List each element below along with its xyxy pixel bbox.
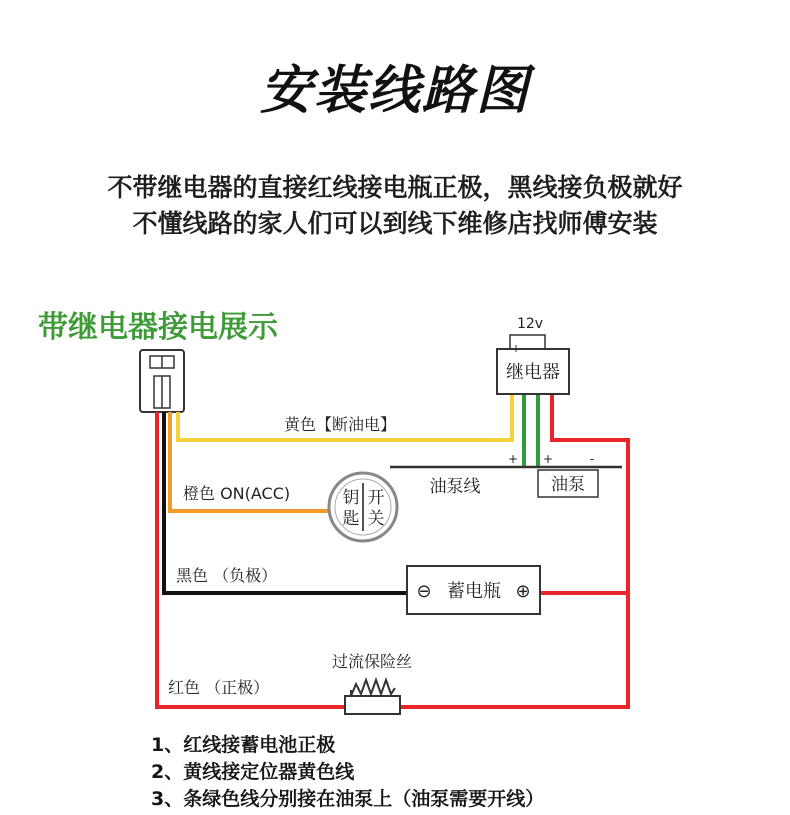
relay-label: 继电器 <box>506 362 560 383</box>
fuse-label: 过流保险丝 <box>331 652 413 671</box>
key-switch-char-2: 匙 <box>342 509 360 529</box>
note-3: 3、条绿色线分别接在油泵上（油泵需要开线） <box>151 788 545 810</box>
plus-sign-2: + <box>542 452 554 466</box>
key-switch <box>329 473 397 541</box>
key-switch-char-3: 开 <box>367 488 385 508</box>
section-title: 带继电器接电展示 <box>38 310 278 345</box>
connector-plug <box>140 350 184 412</box>
key-switch-char-1: 钥 <box>342 488 360 508</box>
red-wire-to-fuse <box>157 412 345 707</box>
black-wire-label: 黑色 （负极） <box>176 566 278 585</box>
plus-sign-1: + <box>507 452 519 466</box>
battery-label: 蓄电瓶 <box>447 581 501 602</box>
battery-negative-icon: ⊖ <box>416 581 432 602</box>
yellow-wire-label: 黄色【断油电】 <box>284 415 397 434</box>
battery-positive-icon: ⊕ <box>515 581 531 602</box>
key-switch-char-4: 关 <box>367 509 385 529</box>
fuel-line-label: 油泵线 <box>429 477 481 497</box>
minus-sign: - <box>589 452 595 466</box>
orange-wire-label: 橙色 ON(ACC) <box>183 484 291 503</box>
subtitle-line-2: 不懂线路的家人们可以到线下维修店找师傅安装 <box>132 209 658 238</box>
subtitle-line-1: 不带继电器的直接红线接电瓶正极，黑线接负极就好 <box>107 173 683 202</box>
page-title: 安装线路图 <box>259 61 530 121</box>
relay-voltage-label: 12v <box>516 316 544 332</box>
note-2: 2、黄线接定位器黄色线 <box>151 761 355 783</box>
red-wire-label: 红色 （正极） <box>168 678 270 697</box>
fuse <box>345 680 400 714</box>
note-1: 1、红线接蓄电池正极 <box>151 734 336 756</box>
notes-list <box>151 732 544 813</box>
fuel-pump-label: 油泵 <box>551 475 585 495</box>
